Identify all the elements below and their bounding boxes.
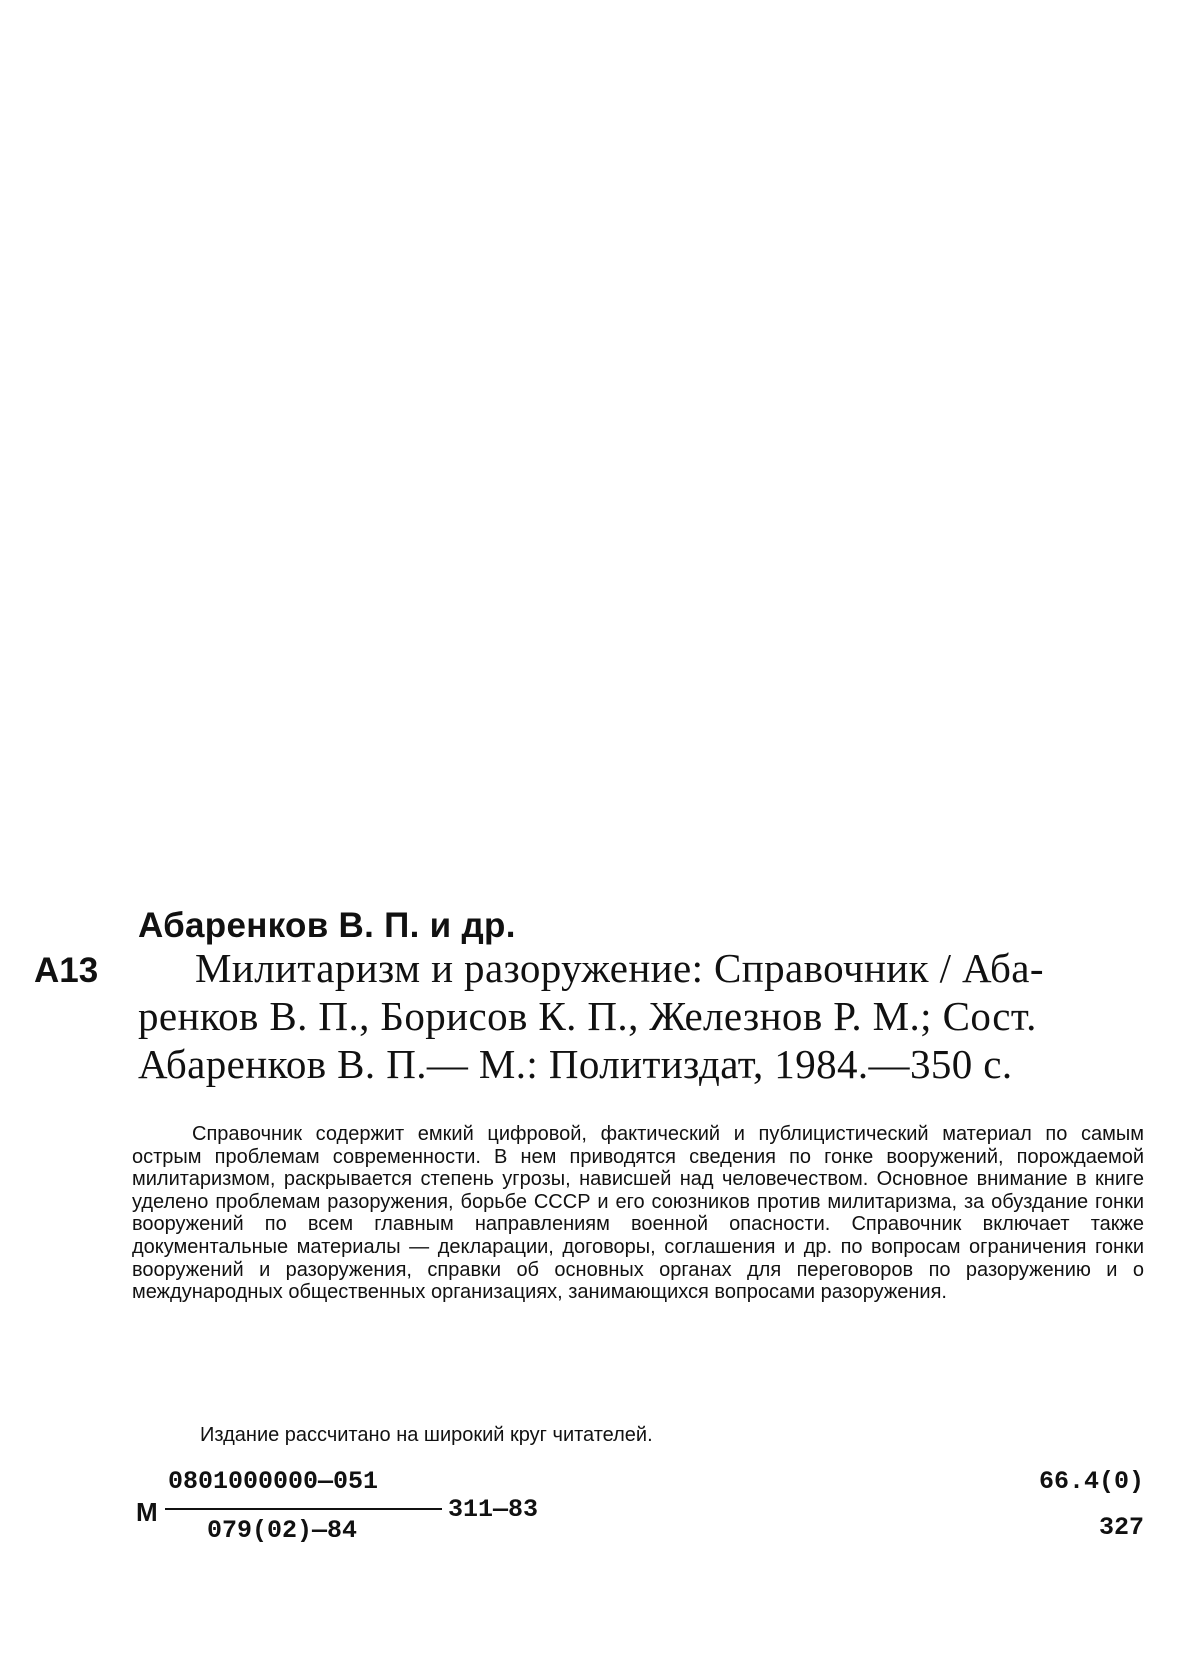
index-numerator: 0801000000—051 xyxy=(168,1467,379,1496)
index-suffix: 311—83 xyxy=(448,1495,539,1524)
index-denominator: 079(02)—84 xyxy=(207,1516,358,1545)
index-prefix: М xyxy=(136,1497,158,1527)
audience-note: Издание рассчитано на широкий круг читателей. xyxy=(200,1424,653,1446)
udk-code: 327 xyxy=(1098,1513,1144,1542)
abstract xyxy=(132,1123,1144,1304)
title-line: ренков В. П., Борисов К. П., Железнов Р. М.; Сост. xyxy=(138,993,1037,1039)
title-line: Милитаризм и разоружение: Справочник / Аба- xyxy=(195,945,1044,991)
author-heading: Абаренков В. П. и др. xyxy=(138,906,516,945)
fraction-line xyxy=(165,1508,442,1510)
title-line: Абаренков В. П.— М.: Политиздат, 1984.—350 с. xyxy=(138,1041,1013,1087)
abstract-text: Справочник содержит емкий цифровой, фактический и публицистический материал по самым острым проблемам современности. В нем приводятся сведения по гонке вооружений, порождаемой милитаризмом, раскрывается степень угрозы, нависшей над человечеством. Основное внимание в книге уделено проблемам разоружения, борьбе СССР и его союзников против милитаризма, за обуздание гонки вооружений по всем главным направлениям военной опасности. Справочник включает также документальные материалы — декларации, договоры, соглашения и др. по вопросам ограничения гонки вооружений и разоружения, справки об основных органах для переговоров по разоружению и о международных общественных организациях, занимающихся вопросами разоружения. xyxy=(132,1123,1144,1304)
bbk-code: 66.4(0) xyxy=(1038,1467,1144,1496)
cutter-code: А13 xyxy=(34,951,99,990)
